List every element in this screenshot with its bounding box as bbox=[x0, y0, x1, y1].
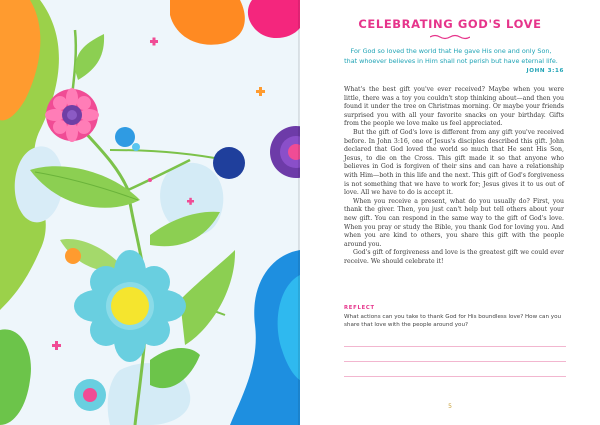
purple-flower-right-icon bbox=[270, 126, 300, 178]
verse-line-1: For God so loved the world that He gave His one and only Son, bbox=[350, 47, 552, 55]
leaf-bottom-icon bbox=[150, 348, 200, 388]
paragraph: What's the best gift you've ever received? Maybe when you were little, there was a toy you couldn't stop thinking about—and then you found it under the tree on Christmas morning. Or maybe your friends surprised you with all your favorite snacks on your birthday. Gifts from the people we love make us feel appreciated. bbox=[344, 86, 564, 128]
paragraph: God's gift of forgiveness and love is the greatest gift we could ever receive. We should celebrate it! bbox=[344, 249, 564, 265]
verse-reference: JOHN 3:16 bbox=[526, 68, 564, 74]
sparkle-icon bbox=[150, 38, 158, 46]
sparkle-bottom-icon bbox=[52, 341, 61, 350]
writing-line bbox=[344, 361, 566, 362]
text-page bbox=[300, 0, 600, 425]
reflect-heading: REFLECT bbox=[344, 305, 375, 311]
blue-berry-small-icon bbox=[115, 127, 135, 147]
wave-divider-icon bbox=[430, 34, 470, 40]
paragraph: But the gift of God's love is different from any gift you've received before. In John 3:16, one of Jesus's disciples described this gift. John declared that God loved the world so much that He sent His Son, Jesus, to die on the Cross. This gift made it so that anyone who believes in God is forgiven of their sins and can have a relationship with Him—both in this life and the next. This gift of God's forgiveness is not something that we have to work for; Jesus gives it to us out of love. All we have to do is accept it. bbox=[344, 128, 564, 197]
writing-line bbox=[344, 376, 566, 377]
stem-berry-icon bbox=[110, 150, 225, 160]
page-title: CELEBRATING GOD'S LOVE bbox=[358, 17, 542, 31]
green-blob-bottom-left-icon bbox=[0, 329, 31, 425]
reflect-question: What actions can you take to thank God for His boundless love? How can you share that love with the people around you? bbox=[344, 314, 562, 328]
leaf-right-lower-icon bbox=[180, 250, 235, 345]
orange-berry-icon bbox=[65, 248, 81, 264]
lightblue-berry-icon bbox=[132, 143, 140, 151]
verse-line-2: that whoever believes in Him shall not perish but have eternal life. bbox=[344, 57, 558, 65]
dark-blue-berry-icon bbox=[213, 147, 245, 179]
page-number: 5 bbox=[448, 403, 452, 410]
sparkle-orange-icon bbox=[256, 87, 265, 96]
paragraph: When you receive a present, what do you usually do? First, you thank the giver. Then, you just can't help but tell others about your new gift. You can respond in the same way to the gift of God's love. When you pray or study the Bible, you thank God for loving you. And when you are kind to others, you share this gift with the people around you. bbox=[344, 197, 564, 248]
leaf-top-icon bbox=[75, 34, 104, 80]
dot-pink-icon bbox=[148, 178, 152, 182]
orange-blob-top-icon bbox=[170, 0, 245, 45]
writing-line bbox=[344, 346, 566, 347]
scripture-verse bbox=[338, 46, 564, 66]
devotional-body bbox=[344, 86, 564, 266]
pink-blob-top-icon bbox=[248, 0, 300, 38]
small-flower-bottom-icon bbox=[74, 379, 106, 411]
